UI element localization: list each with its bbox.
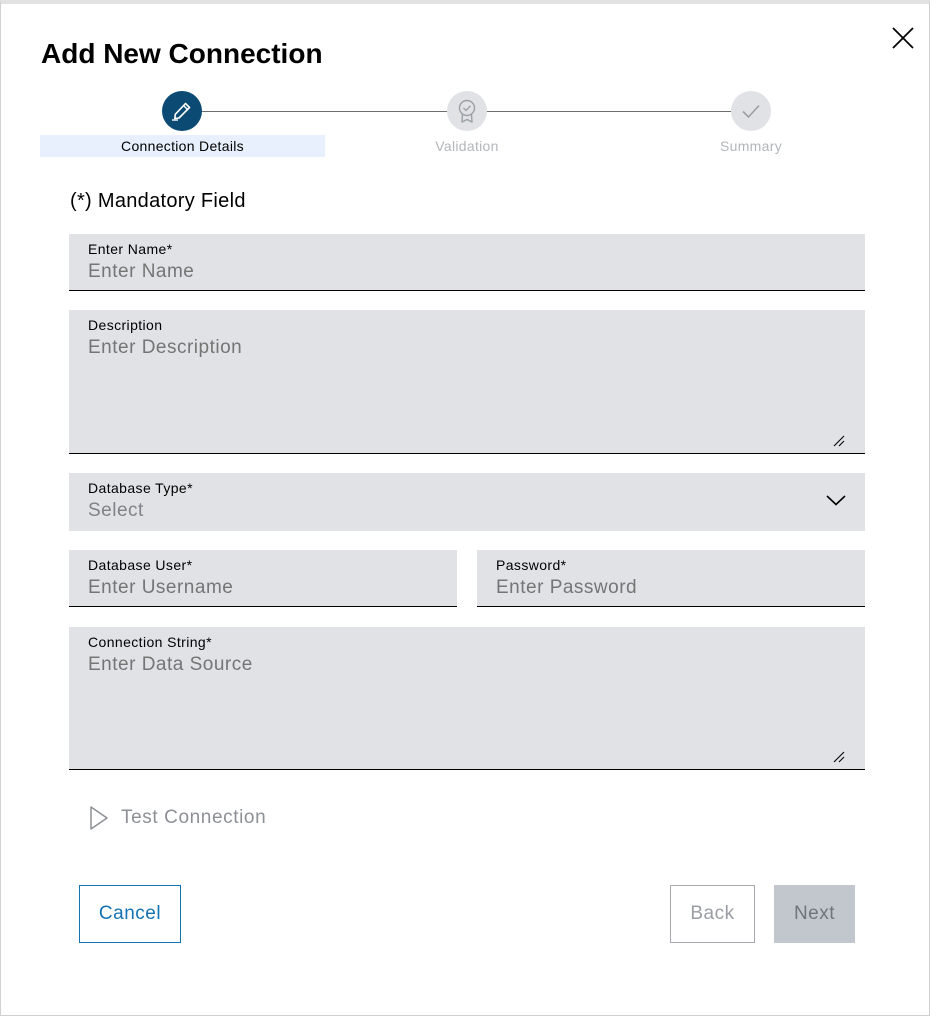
step-summary[interactable] <box>731 91 771 131</box>
database-user-label: Database User* <box>88 557 193 573</box>
name-field[interactable] <box>69 234 865 291</box>
resize-handle-icon[interactable] <box>833 751 845 763</box>
checkmark-icon <box>739 99 763 123</box>
stepper-connector <box>202 111 448 112</box>
step-label-connection-details: Connection Details <box>40 135 325 157</box>
stepper-connector <box>486 111 731 112</box>
password-label: Password* <box>496 557 567 573</box>
connection-string-input[interactable] <box>88 653 825 677</box>
password-field[interactable] <box>477 550 865 607</box>
connection-string-field[interactable] <box>69 627 865 770</box>
step-connection-details[interactable] <box>162 91 202 131</box>
name-label: Enter Name* <box>88 241 173 257</box>
pencil-icon <box>170 99 194 123</box>
step-label-summary: Summary <box>720 138 782 154</box>
back-button[interactable]: Back <box>670 885 755 943</box>
database-type-value: Select <box>88 500 144 521</box>
test-connection-label: Test Connection <box>121 807 267 828</box>
password-input[interactable] <box>496 576 825 600</box>
mandatory-field-note: (*) Mandatory Field <box>70 190 246 212</box>
test-connection-button[interactable] <box>89 804 266 832</box>
cancel-button[interactable]: Cancel <box>79 885 181 943</box>
resize-handle-icon[interactable] <box>833 435 845 447</box>
play-icon <box>89 805 109 831</box>
badge-check-icon <box>455 98 479 124</box>
name-input[interactable] <box>88 260 825 284</box>
dialog-title: Add New Connection <box>41 38 323 69</box>
description-field[interactable] <box>69 310 865 454</box>
username-input[interactable] <box>88 576 417 600</box>
database-type-label: Database Type* <box>88 480 193 496</box>
database-user-field[interactable] <box>69 550 457 607</box>
close-icon[interactable] <box>889 24 917 52</box>
connection-string-label: Connection String* <box>88 634 212 650</box>
next-button[interactable]: Next <box>774 885 855 943</box>
step-label-validation: Validation <box>435 138 499 154</box>
description-input[interactable] <box>88 336 825 360</box>
chevron-down-icon <box>825 493 847 507</box>
description-label: Description <box>88 317 163 333</box>
step-validation[interactable] <box>447 91 487 131</box>
database-type-select[interactable] <box>69 473 865 531</box>
